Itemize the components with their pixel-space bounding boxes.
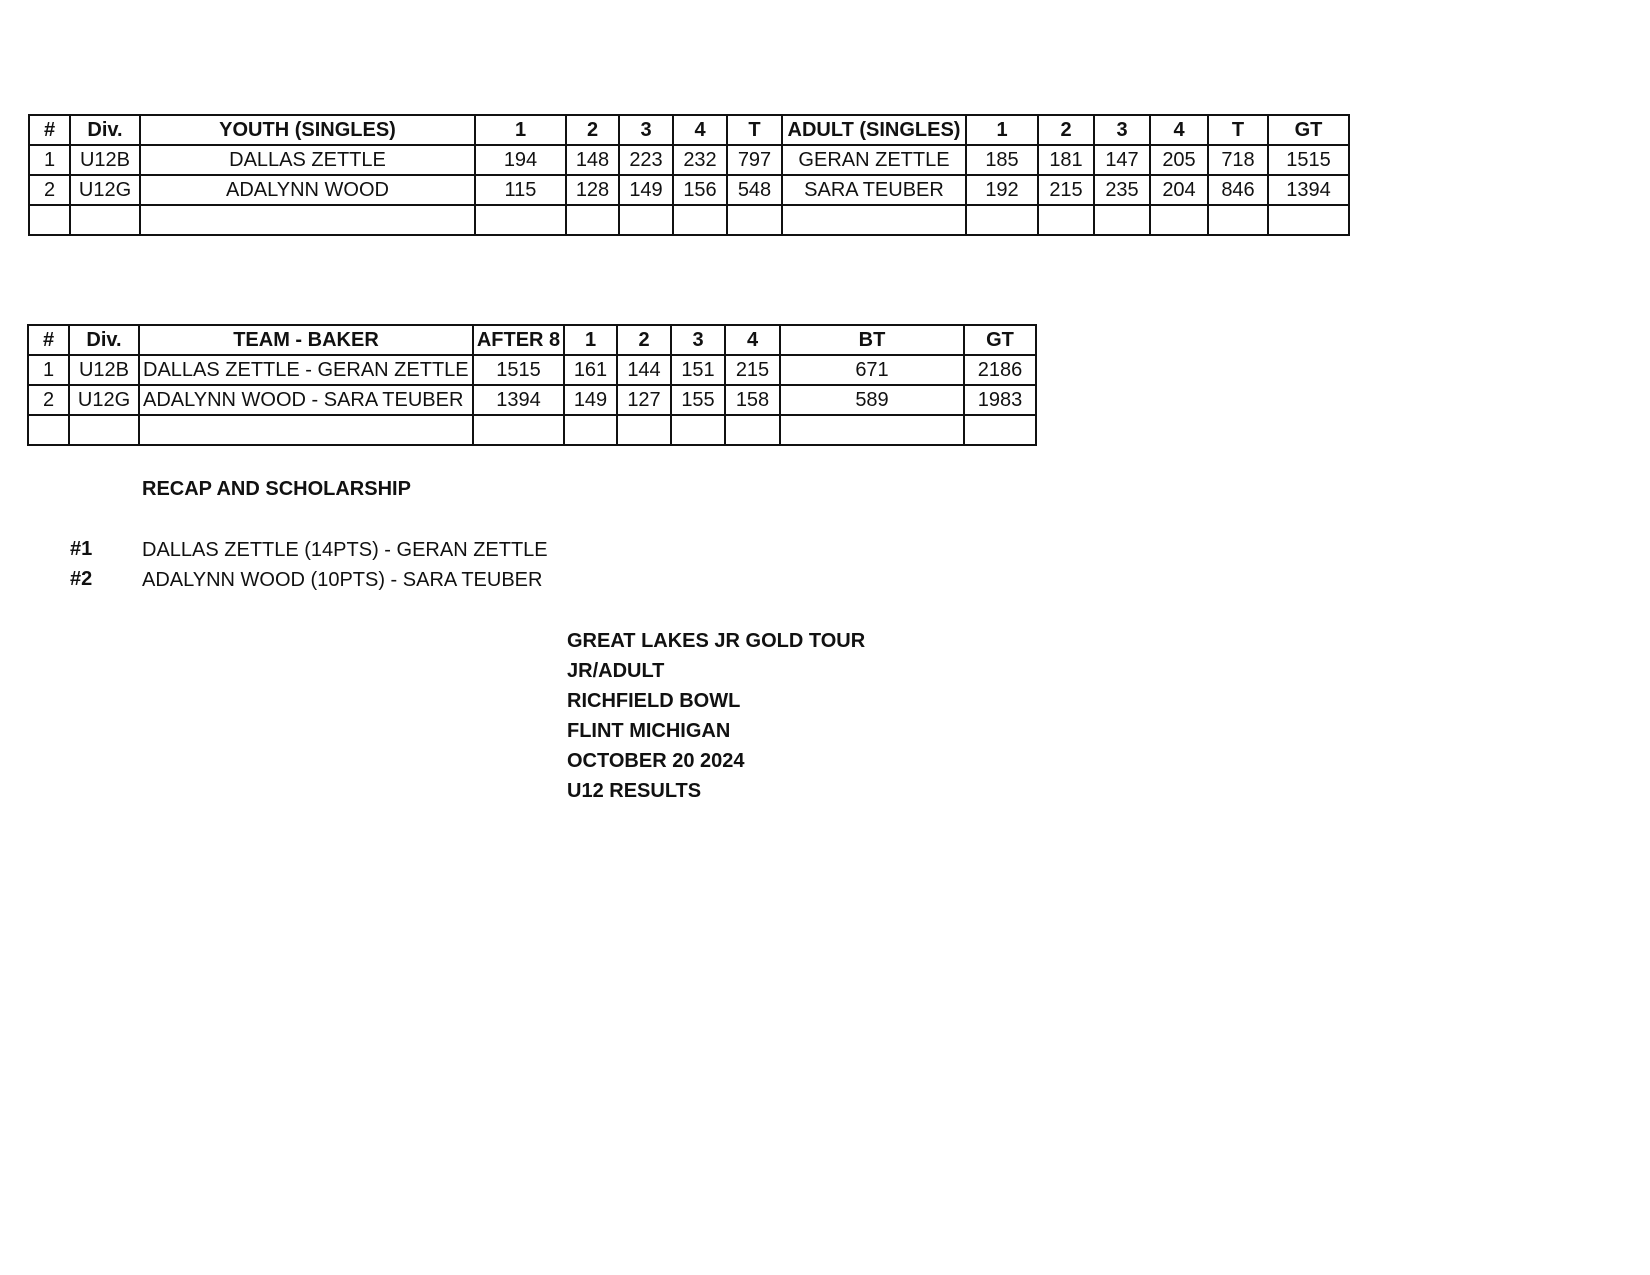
table-cell [780, 415, 964, 445]
table-cell: 548 [727, 175, 782, 205]
table-cell [564, 415, 617, 445]
table-cell [29, 205, 70, 235]
table-cell: 149 [564, 385, 617, 415]
table-cell [475, 205, 566, 235]
col-youth-name-header: YOUTH (SINGLES) [140, 115, 475, 145]
col-division-header: Div. [70, 115, 140, 145]
table-cell [671, 415, 725, 445]
table-cell: 128 [566, 175, 619, 205]
table-cell: 671 [780, 355, 964, 385]
recap-rank-1: #1 [70, 538, 93, 560]
table-cell [140, 205, 475, 235]
table-cell [727, 205, 782, 235]
table-cell: 797 [727, 145, 782, 175]
table-cell: 718 [1208, 145, 1268, 175]
table-cell: 1515 [473, 355, 564, 385]
table-cell: 158 [725, 385, 780, 415]
table-cell: ADALYNN WOOD - SARA TEUBER [139, 385, 473, 415]
table-cell: 194 [475, 145, 566, 175]
table-cell: 204 [1150, 175, 1208, 205]
table-cell: 2 [29, 175, 70, 205]
table-cell: 161 [564, 355, 617, 385]
table-cell: 149 [619, 175, 673, 205]
table-cell [1094, 205, 1150, 235]
table-cell: 148 [566, 145, 619, 175]
col-adult-game2-header: 2 [1038, 115, 1094, 145]
table-cell: 155 [671, 385, 725, 415]
col-game3-header: 3 [671, 325, 725, 355]
table-cell: 144 [617, 355, 671, 385]
col-youth-game4-header: 4 [673, 115, 727, 145]
table-row [29, 175, 1349, 205]
table-cell: DALLAS ZETTLE [140, 145, 475, 175]
table-row-empty [28, 415, 1036, 445]
table-cell: GERAN ZETTLE [782, 145, 966, 175]
table-cell [1038, 205, 1094, 235]
table-cell: 127 [617, 385, 671, 415]
table-cell [617, 415, 671, 445]
table-cell: 147 [1094, 145, 1150, 175]
col-rank-header: # [28, 325, 69, 355]
col-adult-game1-header: 1 [966, 115, 1038, 145]
col-division-header: Div. [69, 325, 139, 355]
table-cell: 215 [1038, 175, 1094, 205]
event-venue: RICHFIELD BOWL [567, 690, 741, 712]
table-cell: 232 [673, 145, 727, 175]
table-cell: 185 [966, 145, 1038, 175]
col-game2-header: 2 [617, 325, 671, 355]
table-cell [1268, 205, 1349, 235]
table-cell: 151 [671, 355, 725, 385]
col-team-header: TEAM - BAKER [139, 325, 473, 355]
table-cell: U12B [69, 355, 139, 385]
table-cell: 846 [1208, 175, 1268, 205]
table-cell: 589 [780, 385, 964, 415]
table-row [28, 355, 1036, 385]
table-cell: DALLAS ZETTLE - GERAN ZETTLE [139, 355, 473, 385]
table-cell: 1 [29, 145, 70, 175]
table-cell: 215 [725, 355, 780, 385]
col-after8-header: AFTER 8 [473, 325, 564, 355]
col-adult-name-header: ADULT (SINGLES) [782, 115, 966, 145]
table-cell: 1515 [1268, 145, 1349, 175]
table-row [29, 145, 1349, 175]
table-cell: U12G [70, 175, 140, 205]
event-category: JR/ADULT [567, 660, 665, 682]
col-adult-game4-header: 4 [1150, 115, 1208, 145]
table-cell: 1394 [1268, 175, 1349, 205]
table-cell: ADALYNN WOOD [140, 175, 475, 205]
table-cell: 2186 [964, 355, 1036, 385]
col-game4-header: 4 [725, 325, 780, 355]
col-adult-total-header: T [1208, 115, 1268, 145]
table-cell: 181 [1038, 145, 1094, 175]
singles-results-table [28, 114, 1350, 236]
table-cell [1208, 205, 1268, 235]
table-row [28, 385, 1036, 415]
table-cell: 223 [619, 145, 673, 175]
recap-entry-1: DALLAS ZETTLE (14PTS) - GERAN ZETTLE [142, 539, 548, 561]
table-cell [28, 415, 69, 445]
table-cell: SARA TEUBER [782, 175, 966, 205]
table-cell: U12B [70, 145, 140, 175]
table-cell: 205 [1150, 145, 1208, 175]
baker-results-table [27, 324, 1037, 446]
table-cell [566, 205, 619, 235]
col-youth-game3-header: 3 [619, 115, 673, 145]
table-cell: 1394 [473, 385, 564, 415]
table-cell [69, 415, 139, 445]
table-cell: 115 [475, 175, 566, 205]
table-cell: 2 [28, 385, 69, 415]
table-cell: 1983 [964, 385, 1036, 415]
col-rank-header: # [29, 115, 70, 145]
col-youth-game1-header: 1 [475, 115, 566, 145]
table-cell [673, 205, 727, 235]
col-adult-game3-header: 3 [1094, 115, 1150, 145]
col-baker-total-header: BT [780, 325, 964, 355]
table-cell: 156 [673, 175, 727, 205]
table-cell [619, 205, 673, 235]
event-tour-name: GREAT LAKES JR GOLD TOUR [567, 630, 866, 652]
table-cell: 235 [1094, 175, 1150, 205]
table-cell: 1 [28, 355, 69, 385]
col-youth-game2-header: 2 [566, 115, 619, 145]
table-cell [964, 415, 1036, 445]
col-grand-total-header: GT [1268, 115, 1349, 145]
table-cell [1150, 205, 1208, 235]
table-cell [725, 415, 780, 445]
table-cell: U12G [69, 385, 139, 415]
table-header-row [28, 325, 1036, 355]
col-youth-total-header: T [727, 115, 782, 145]
table-cell [70, 205, 140, 235]
table-cell [139, 415, 473, 445]
table-row-empty [29, 205, 1349, 235]
table-cell [782, 205, 966, 235]
table-cell [966, 205, 1038, 235]
event-date: OCTOBER 20 2024 [567, 750, 745, 772]
table-header-row [29, 115, 1349, 145]
recap-entry-2: ADALYNN WOOD (10PTS) - SARA TEUBER [142, 569, 543, 591]
col-game1-header: 1 [564, 325, 617, 355]
event-location: FLINT MICHIGAN [567, 720, 731, 742]
event-results-label: U12 RESULTS [567, 780, 702, 802]
col-grand-total-header: GT [964, 325, 1036, 355]
table-cell [473, 415, 564, 445]
recap-title: RECAP AND SCHOLARSHIP [142, 478, 411, 500]
recap-rank-2: #2 [70, 568, 93, 590]
table-cell: 192 [966, 175, 1038, 205]
